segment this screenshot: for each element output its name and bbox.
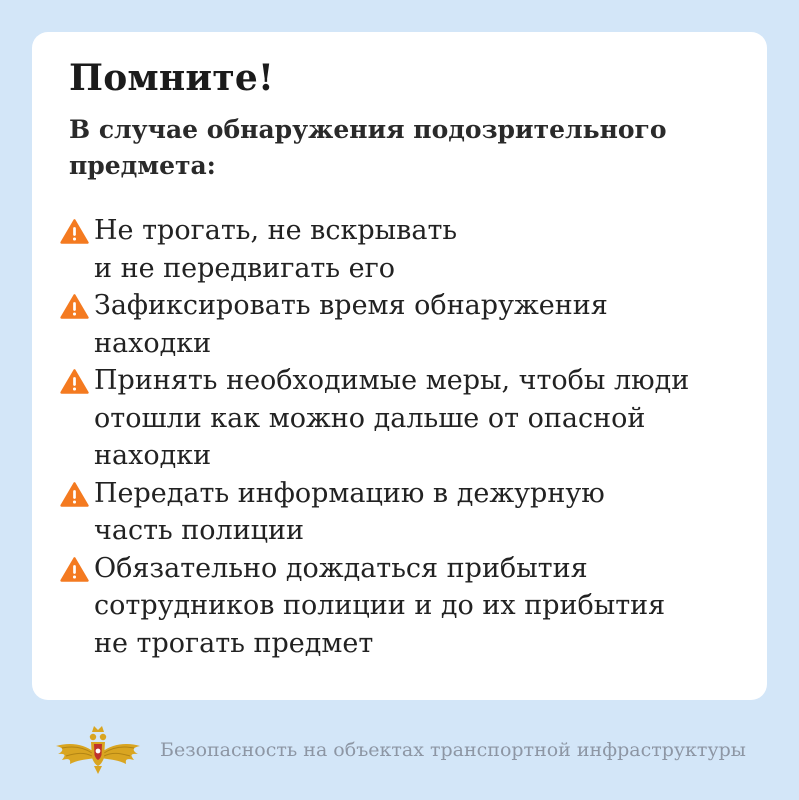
instruction-line: Не трогать, не вскрывать [94, 215, 458, 246]
subtitle [69, 112, 729, 184]
instruction-line: часть полиции [94, 515, 305, 546]
instruction-line: и не передвигать его [94, 252, 396, 284]
instruction-line: находки [94, 327, 212, 359]
notice-card [32, 32, 767, 700]
subtitle-line: предмета: [69, 151, 216, 180]
instruction-item [60, 550, 760, 663]
instruction-item [60, 287, 760, 362]
instruction-line: не трогать предмет [94, 627, 374, 659]
page-title: Помните! [69, 57, 274, 99]
instruction-line: отошли как можно дальше от опасной [94, 402, 646, 434]
instruction-item [60, 362, 760, 475]
instruction-line: Обязательно дождаться прибытия [94, 552, 588, 584]
footer [0, 700, 799, 800]
footer-caption: Безопасность на объектах транспортной инфраструктуры [160, 739, 746, 761]
instruction-line: Зафиксировать время обнаружения [94, 290, 608, 321]
instruction-item [60, 475, 760, 550]
instruction-line: Передать информацию в дежурную [94, 477, 605, 509]
warning-icon [60, 369, 89, 394]
instruction-line: находки [94, 440, 212, 471]
instruction-line: сотрудников полиции и до их прибытия [94, 590, 666, 621]
instruction-line: Принять необходимые меры, чтобы люди [94, 365, 690, 396]
instruction-item [60, 212, 760, 287]
instruction-list [60, 212, 760, 662]
police-eagle-emblem-icon [54, 722, 142, 778]
warning-icon [60, 557, 89, 582]
warning-icon [60, 482, 89, 507]
warning-icon [60, 219, 89, 244]
subtitle-line: В случае обнаружения подозрительного [69, 115, 667, 144]
warning-icon [60, 294, 89, 319]
